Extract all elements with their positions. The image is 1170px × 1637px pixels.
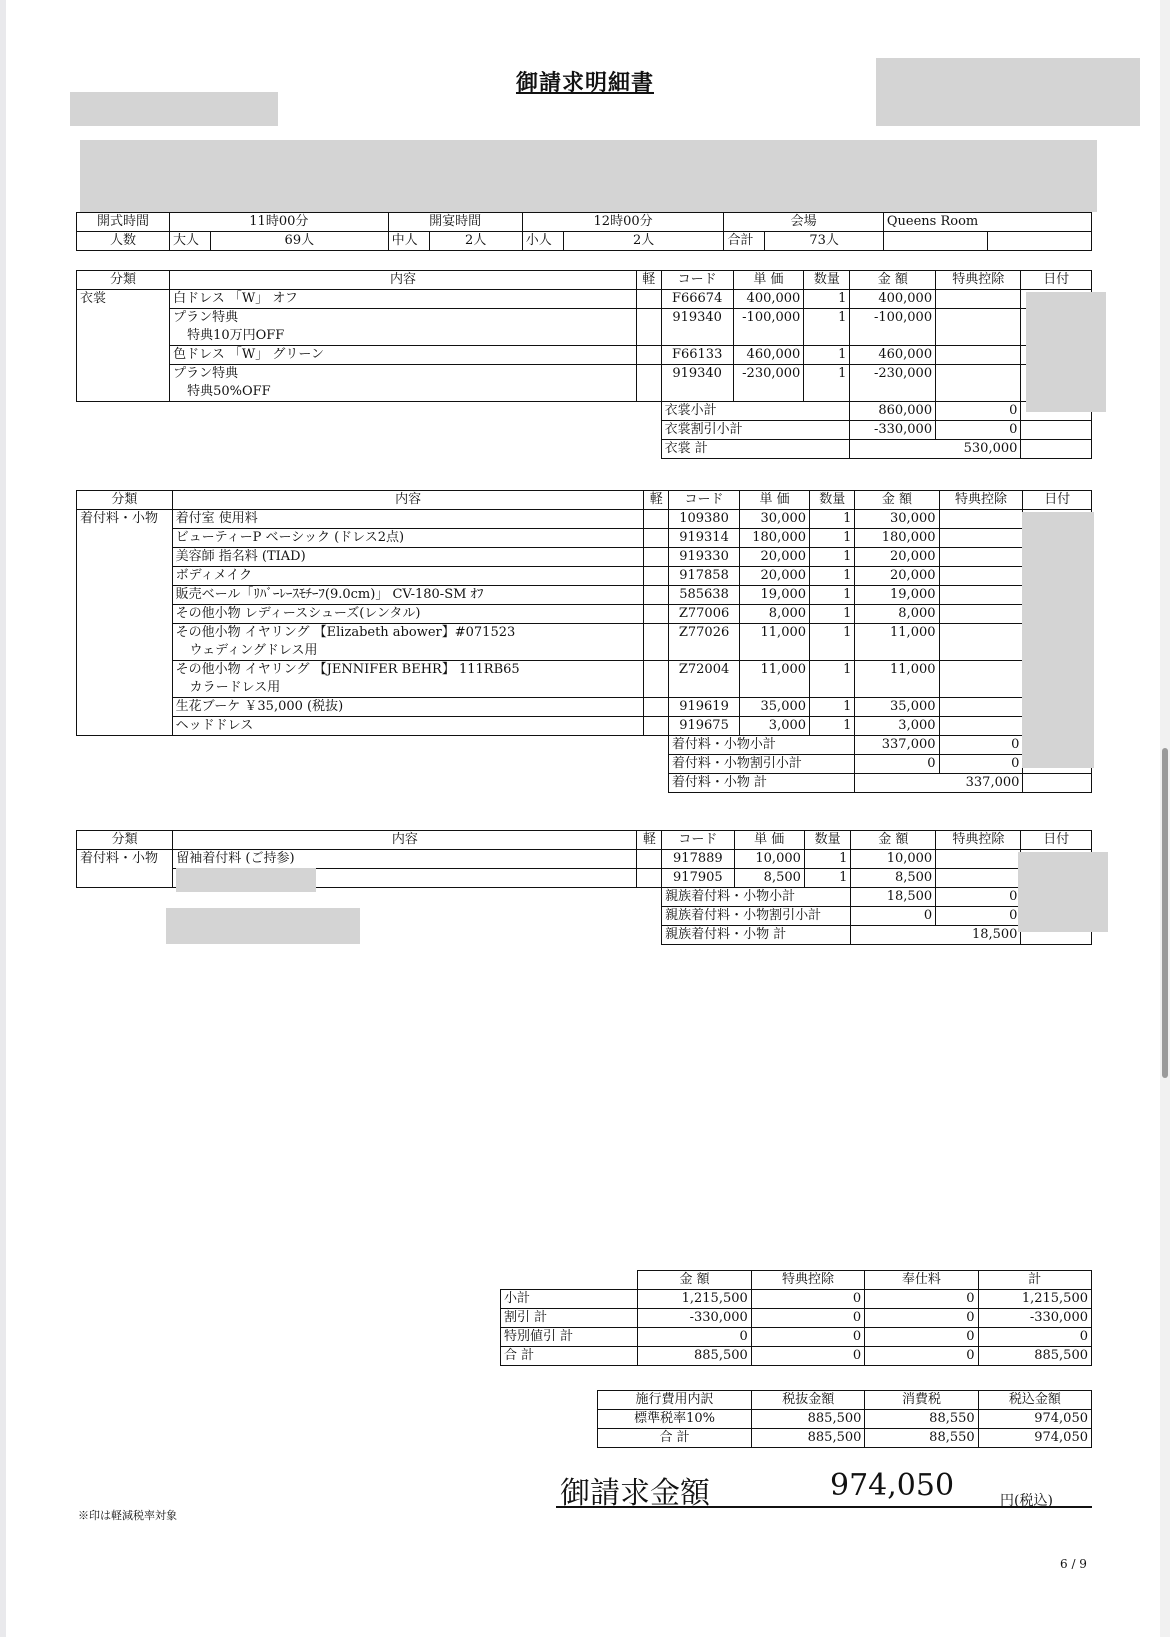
grand-total-amount: 974,050 — [830, 1468, 955, 1503]
summary-row: 割引 計 -330,000 0 0 -330,000 — [501, 1309, 1092, 1328]
redacted-block — [176, 868, 316, 892]
table-row: 917905 8,500 1 8,500 — [77, 869, 1092, 888]
redacted-block — [1018, 852, 1108, 932]
line-item-table: 分類 内容 軽 コード 単 価 数量 金 額 特典控除 日付 着付料・小物 着付室 使用料 109380 30,000 1 30,000 ビューティーP ベーシック (ドレス2点) 919314 180,000 1 180,000 美容師 指名料 (TIAD) 919330 20,000 1 20,000 ボディメイク 917858 20,000 1 20,000 販売ベール「ﾘﾊﾞｰﾚｰｽﾓﾁｰﾌ(9.0cm)」 CV-180-SM ｵﾌ 585638 19,000 1 19,000 その他小物 レディースシューズ(レンタル) Z77006 8,000 1 8,000 その他小物 イヤリング 【Elizabeth abower】#071523 ウェディングドレス用 Z77026 11,000 1 11,000 その他小物 イヤリング 【JENNIFER BEHR】 111RB65 カラードレス用 Z72004 11,000 1 11,000 生花ブーケ ￥35,000 (税抜) 919619 35,000 1 35,000 ヘッドドレス 919675 3,000 1 3,000 着付料・小物小計 337,000 0 着付料・小物割引小計 0 0 着付料・小物 計 337,000 — [76, 490, 1092, 793]
redacted-block — [876, 58, 1140, 126]
table-row: ヘッドドレス 919675 3,000 1 3,000 — [77, 717, 1092, 736]
redacted-block — [80, 140, 1097, 212]
table-row: 生花ブーケ ￥35,000 (税抜) 919619 35,000 1 35,000 — [77, 698, 1092, 717]
redacted-block — [166, 908, 360, 944]
table-row: ボディメイク 917858 20,000 1 20,000 — [77, 567, 1092, 586]
redacted-block — [1022, 512, 1094, 768]
summary-table: 金 額 特典控除 奉仕料 計 小計 1,215,500 0 0 1,215,500 割引 計 -330,000 0 0 -330,000 特別値引 計 0 0 0 0 合 計 885,500 0 0 885,500 — [500, 1270, 1092, 1366]
grand-total-underline — [556, 1506, 1092, 1508]
event-info-table: 開式時間 11時00分 開宴時間 12時00分 会場 Queens Room 人数 大人 69人 中人 2人 小人 2人 合計 73人 — [76, 212, 1092, 251]
grand-total-label: 御請求金額 — [560, 1476, 710, 1511]
redacted-block — [1026, 292, 1106, 412]
table-row: その他小物 レディースシューズ(レンタル) Z77006 8,000 1 8,000 — [77, 605, 1092, 624]
summary-row: 合 計 885,500 0 0 885,500 — [501, 1347, 1092, 1366]
table-row: 着付料・小物 着付室 使用料 109380 30,000 1 30,000 — [77, 510, 1092, 529]
summary-row: 小計 1,215,500 0 0 1,215,500 — [501, 1290, 1092, 1309]
tax-row: 標準税率10% 885,500 88,550 974,050 — [598, 1410, 1092, 1429]
redacted-block — [70, 92, 278, 126]
table-row: 着付料・小物 留袖着付料 (ご持参) 917889 10,000 1 10,000 — [77, 850, 1092, 869]
table-row: 美容師 指名料 (TIAD) 919330 20,000 1 20,000 — [77, 548, 1092, 567]
line-item-table: 分類 内容 軽 コード 単 価 数量 金 額 特典控除 日付 着付料・小物 留袖着付料 (ご持参) 917889 10,000 1 10,000 917905 8,500 1 8,500 親族着付料・小物小計 18,500 0 親族着付料・小物割引小計 0 0 親族着付料・小物 計 18,500 — [76, 830, 1092, 945]
table-row: 色ドレス 「W」 グリーン F66133 460,000 1 460,000 — [77, 346, 1092, 365]
table-row: 販売ベール「ﾘﾊﾞｰﾚｰｽﾓﾁｰﾌ(9.0cm)」 CV-180-SM ｵﾌ 585638 19,000 1 19,000 — [77, 586, 1092, 605]
table-row: その他小物 イヤリング 【JENNIFER BEHR】 111RB65 カラードレス用 Z72004 11,000 1 11,000 — [77, 661, 1092, 698]
table-row: プラン特典 特典50%OFF 919340 -230,000 1 -230,000 — [77, 365, 1092, 402]
footnote: ※印は軽減税率対象 — [78, 1509, 177, 1522]
table-row: その他小物 イヤリング 【Elizabeth abower】#071523 ウェディングドレス用 Z77026 11,000 1 11,000 — [77, 624, 1092, 661]
tax-table: 施行費用内訳 税抜金額 消費税 税込金額 標準税率10% 885,500 88,550 974,050 合 計 885,500 88,550 974,050 — [597, 1390, 1092, 1448]
grand-total-unit: 円(税込) — [1000, 1493, 1053, 1509]
table-row: プラン特典 特典10万円OFF 919340 -100,000 1 -100,000 — [77, 309, 1092, 346]
table-row: ビューティーP ベーシック (ドレス2点) 919314 180,000 1 180,000 — [77, 529, 1092, 548]
summary-row: 特別値引 計 0 0 0 0 — [501, 1328, 1092, 1347]
scrollbar-thumb[interactable] — [1162, 748, 1168, 1078]
scrollbar-track[interactable] — [1160, 0, 1170, 1637]
page-number: 6 / 9 — [1060, 1557, 1087, 1571]
line-item-table: 分類 内容 軽 コード 単 価 数量 金 額 特典控除 日付 衣裳 白ドレス 「W」 オフ F66674 400,000 1 400,000 プラン特典 特典10万円OFF 919340 -100,000 1 -100,000 色ドレス 「W」 グリーン F66133 460,000 1 460,000 プラン特典 特典50%OFF 919340 -230,000 1 -230,000 衣裳小計 860,000 0 衣裳割引小計 -330,000 0 衣裳 計 530,000 — [76, 270, 1092, 459]
table-row: 衣裳 白ドレス 「W」 オフ F66674 400,000 1 400,000 — [77, 290, 1092, 309]
tax-row: 合 計 885,500 88,550 974,050 — [598, 1429, 1092, 1448]
page-title: 御請求明細書 — [515, 70, 654, 96]
